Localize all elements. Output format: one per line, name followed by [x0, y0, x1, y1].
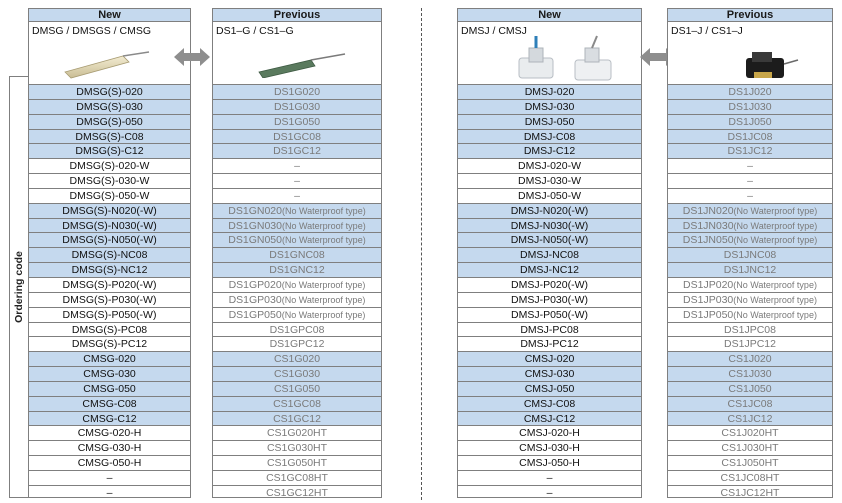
- row-note: (No Waterproof type): [281, 309, 366, 320]
- table-row: [213, 85, 381, 100]
- row-note: (No Waterproof type): [282, 220, 366, 231]
- table-row: CMSJ-C08: [458, 397, 641, 412]
- row-code: DS1JPC08: [724, 323, 776, 336]
- table-row: DMSJ-030-W: [458, 174, 641, 189]
- row-code: DS1GNC12: [269, 264, 325, 277]
- table-row: DMSJ-NC12: [458, 263, 641, 278]
- table-row: [213, 233, 381, 248]
- row-code: CS1G050: [273, 382, 321, 395]
- table-row: DMSG(S)-C12: [29, 144, 190, 159]
- row-code: CS1J050: [728, 382, 772, 395]
- table-row: DMSG(S)-P020(-W): [29, 278, 190, 293]
- table-row: [668, 85, 832, 100]
- table-row: DMSG(S)-NC08: [29, 248, 190, 263]
- row-code: CS1GC12HT: [266, 486, 328, 499]
- table-row: [213, 441, 381, 456]
- row-code: CS1J050HT: [721, 457, 779, 470]
- table-row: CMSJ-030: [458, 367, 641, 382]
- table-row: [668, 412, 832, 427]
- table-row: DMSJ-030: [458, 100, 641, 115]
- row-note: (No Waterproof type): [733, 205, 818, 216]
- left-prev-table: [212, 8, 382, 498]
- table-row: DMSJ-P030(-W): [458, 293, 641, 308]
- row-code: DS1JP020: [683, 278, 734, 291]
- right-prev-label: DS1–J / CS1–J: [671, 25, 743, 37]
- row-code: DS1G030: [273, 100, 321, 113]
- row-note: (No Waterproof type): [733, 309, 817, 320]
- row-code: DS1GN050: [228, 234, 282, 247]
- row-code: DS1G050: [273, 115, 321, 128]
- left-new-label: DMSG / DMSGS / CMSG: [32, 25, 152, 37]
- table-row: [213, 293, 381, 308]
- table-row: [668, 382, 832, 397]
- table-row: [213, 382, 381, 397]
- right-new-header: New: [458, 9, 641, 22]
- table-row: [668, 189, 832, 204]
- row-code: DS1GPC08: [269, 323, 325, 336]
- row-code: CS1GC08: [273, 397, 321, 410]
- left-new-header: New: [29, 9, 190, 22]
- row-code: DS1JP030: [683, 293, 734, 306]
- left-prev-image-cell: [213, 22, 381, 85]
- row-note: (No Waterproof type): [282, 205, 366, 216]
- right-prev-table: [667, 8, 833, 498]
- table-row: –: [546, 486, 553, 499]
- row-code: CS1JC12HT: [720, 486, 780, 499]
- table-row: CMSJ-020: [458, 352, 641, 367]
- table-row: DMSG(S)-PC12: [29, 337, 190, 352]
- table-row: CMSJ-030-H: [458, 441, 641, 456]
- row-code: CS1JC08: [727, 397, 773, 410]
- table-row: [668, 308, 832, 323]
- table-row: DMSG(S)-030-W: [29, 174, 190, 189]
- table-row: [213, 412, 381, 427]
- table-row: [668, 174, 832, 189]
- table-row: CMSJ-C12: [458, 412, 641, 427]
- table-row: [668, 323, 832, 338]
- table-row: DMSG(S)-PC08: [29, 323, 190, 338]
- left-prev-rows: [213, 85, 381, 501]
- table-row: CMSG-C12: [29, 412, 190, 427]
- row-code: –: [747, 175, 753, 188]
- row-code: CS1JC08HT: [720, 471, 780, 484]
- table-row: DMSJ-C12: [458, 144, 641, 159]
- left-new-rows: [29, 85, 190, 501]
- table-row: [668, 441, 832, 456]
- table-row: [668, 159, 832, 174]
- table-row: [213, 189, 381, 204]
- table-row: [213, 115, 381, 130]
- left-double-arrow-icon: [172, 46, 212, 68]
- table-row: [213, 248, 381, 263]
- table-row: [668, 263, 832, 278]
- table-row: DMSG(S)-NC12: [29, 263, 190, 278]
- table-row: –: [29, 471, 190, 486]
- row-note: (No Waterproof type): [733, 294, 817, 305]
- table-row: DMSJ-PC08: [458, 323, 641, 338]
- table-row: [213, 323, 381, 338]
- row-note: (No Waterproof type): [733, 279, 817, 290]
- table-row: [668, 100, 832, 115]
- right-new-rows: [458, 85, 641, 501]
- table-row: DMSG(S)-020-W: [29, 159, 190, 174]
- table-row: [213, 174, 381, 189]
- table-row: DMSG(S)-020: [29, 85, 190, 100]
- table-row: DMSJ-P020(-W): [458, 278, 641, 293]
- table-row: CMSG-030-H: [29, 441, 190, 456]
- table-row: [213, 352, 381, 367]
- row-code: CS1G030HT: [266, 442, 328, 455]
- table-row: DMSG(S)-C08: [29, 130, 190, 145]
- right-new-image-cell: [458, 22, 641, 85]
- row-code: CS1GC12: [273, 412, 321, 425]
- row-code: DS1JNC08: [723, 249, 777, 262]
- table-row: DMSJ-PC12: [458, 337, 641, 352]
- table-row: [668, 486, 832, 501]
- table-row: [213, 130, 381, 145]
- center-divider: [421, 8, 422, 500]
- row-code: –: [294, 189, 300, 202]
- row-code: DS1GNC08: [269, 249, 325, 262]
- row-code: DS1JC08: [727, 130, 773, 143]
- right-new-table: [457, 8, 642, 498]
- dmsg-sensor-image: [61, 50, 151, 80]
- table-row: DMSG(S)-050-W: [29, 189, 190, 204]
- table-row: [668, 248, 832, 263]
- table-row: [668, 337, 832, 352]
- table-row: [213, 100, 381, 115]
- row-code: CS1J030HT: [721, 442, 779, 455]
- row-code: DS1JN050: [682, 234, 734, 247]
- right-prev-image-cell: [668, 22, 832, 85]
- table-row: DMSJ-050: [458, 115, 641, 130]
- table-row: [213, 337, 381, 352]
- row-code: DS1GP050: [228, 308, 282, 321]
- row-code: DS1GN030: [228, 219, 282, 232]
- row-code: DS1G020: [273, 86, 321, 98]
- left-new-image-cell: [29, 22, 190, 85]
- table-row: DMSG(S)-050: [29, 115, 190, 130]
- row-code: CS1G020HT: [266, 427, 328, 440]
- table-row: [668, 219, 832, 234]
- row-note: (No Waterproof type): [281, 279, 366, 290]
- ordering-code-side-label: Ordering code: [9, 76, 28, 498]
- row-code: DS1J030: [728, 100, 772, 113]
- table-row: [668, 130, 832, 145]
- right-prev-rows: [668, 85, 832, 501]
- table-row: DMSG(S)-030: [29, 100, 190, 115]
- table-row: CMSG-030: [29, 367, 190, 382]
- row-code: –: [294, 175, 300, 188]
- table-row: [668, 293, 832, 308]
- table-row: [213, 471, 381, 486]
- row-code: CS1GC08HT: [266, 471, 328, 484]
- table-row: CMSG-050-H: [29, 456, 190, 471]
- row-code: CS1J030: [728, 368, 772, 381]
- table-row: [213, 159, 381, 174]
- table-row: [213, 204, 381, 219]
- row-code: –: [747, 160, 753, 173]
- table-row: CMSG-020-H: [29, 426, 190, 441]
- table-row: [668, 144, 832, 159]
- table-row: CMSJ-050-H: [458, 456, 641, 471]
- row-code: DS1J020: [728, 86, 772, 98]
- row-note: (No Waterproof type): [733, 235, 818, 246]
- ds1g-sensor-image: [253, 48, 353, 78]
- table-row: DMSG(S)-P030(-W): [29, 293, 190, 308]
- table-row: CMSG-C08: [29, 397, 190, 412]
- table-row: [213, 263, 381, 278]
- row-note: (No Waterproof type): [733, 220, 818, 231]
- table-row: DMSJ-P050(-W): [458, 308, 641, 323]
- table-row: [213, 219, 381, 234]
- table-row: DMSJ-N020(-W): [458, 204, 641, 219]
- table-row: [668, 204, 832, 219]
- table-row: DMSJ-C08: [458, 130, 641, 145]
- table-row: DMSJ-020-W: [458, 159, 641, 174]
- row-code: DS1GP030: [228, 293, 282, 306]
- row-code: –: [294, 160, 300, 173]
- table-row: [668, 115, 832, 130]
- row-code: CS1J020: [728, 353, 772, 366]
- row-code: DS1GP020: [228, 278, 282, 291]
- table-row: [213, 144, 381, 159]
- left-prev-header: Previous: [213, 9, 381, 22]
- left-prev-label: DS1–G / CS1–G: [216, 25, 294, 37]
- row-code: DS1J050: [728, 115, 772, 128]
- row-note: (No Waterproof type): [281, 294, 366, 305]
- ds1j-sensor-image: [742, 48, 802, 82]
- table-row: DMSG(S)-N050(-W): [29, 233, 190, 248]
- table-row: DMSJ-020: [458, 85, 641, 100]
- row-code: DS1JN020: [682, 204, 734, 217]
- table-row: [668, 367, 832, 382]
- right-prev-header: Previous: [668, 9, 832, 22]
- table-row: [668, 426, 832, 441]
- table-row: [213, 456, 381, 471]
- table-row: [668, 233, 832, 248]
- table-row: DMSG(S)-N030(-W): [29, 219, 190, 234]
- row-code: CS1G030: [273, 368, 321, 381]
- table-row: DMSJ-N030(-W): [458, 219, 641, 234]
- row-note: (No Waterproof type): [282, 235, 366, 246]
- table-row: CMSG-050: [29, 382, 190, 397]
- row-code: DS1GC08: [273, 130, 321, 143]
- row-code: DS1JPC12: [724, 338, 776, 351]
- table-row: [213, 278, 381, 293]
- table-row: [213, 397, 381, 412]
- table-row: [213, 308, 381, 323]
- table-row: [668, 397, 832, 412]
- row-code: CS1JC12: [727, 412, 773, 425]
- table-row: [213, 426, 381, 441]
- table-row: –: [106, 486, 113, 499]
- table-row: CMSJ-020-H: [458, 426, 641, 441]
- row-code: DS1GC12: [273, 145, 321, 158]
- table-row: DMSG(S)-N020(-W): [29, 204, 190, 219]
- table-row: [213, 367, 381, 382]
- right-new-label: DMSJ / CMSJ: [461, 25, 527, 37]
- row-code: DS1GPC12: [269, 338, 325, 351]
- table-row: DMSJ-050-W: [458, 189, 641, 204]
- left-new-table: [28, 8, 191, 498]
- row-code: –: [747, 189, 753, 202]
- table-row: –: [458, 471, 641, 486]
- row-code: CS1G050HT: [266, 457, 328, 470]
- table-row: DMSG(S)-P050(-W): [29, 308, 190, 323]
- table-row: [213, 486, 381, 501]
- table-row: DMSJ-N050(-W): [458, 233, 641, 248]
- table-row: CMSJ-050: [458, 382, 641, 397]
- row-code: DS1GN020: [228, 204, 282, 217]
- row-code: DS1JC12: [727, 145, 773, 158]
- table-row: [668, 278, 832, 293]
- table-row: [668, 471, 832, 486]
- row-code: DS1JNC12: [723, 264, 777, 277]
- dmsj-sensor-image: [513, 34, 623, 84]
- row-code: CS1G020: [273, 353, 321, 366]
- row-code: DS1JP050: [683, 308, 734, 321]
- table-row: [668, 352, 832, 367]
- table-row: DMSJ-NC08: [458, 248, 641, 263]
- table-row: [668, 456, 832, 471]
- table-row: CMSG-020: [29, 352, 190, 367]
- row-code: DS1JN030: [682, 219, 734, 232]
- row-code: CS1J020HT: [721, 427, 779, 440]
